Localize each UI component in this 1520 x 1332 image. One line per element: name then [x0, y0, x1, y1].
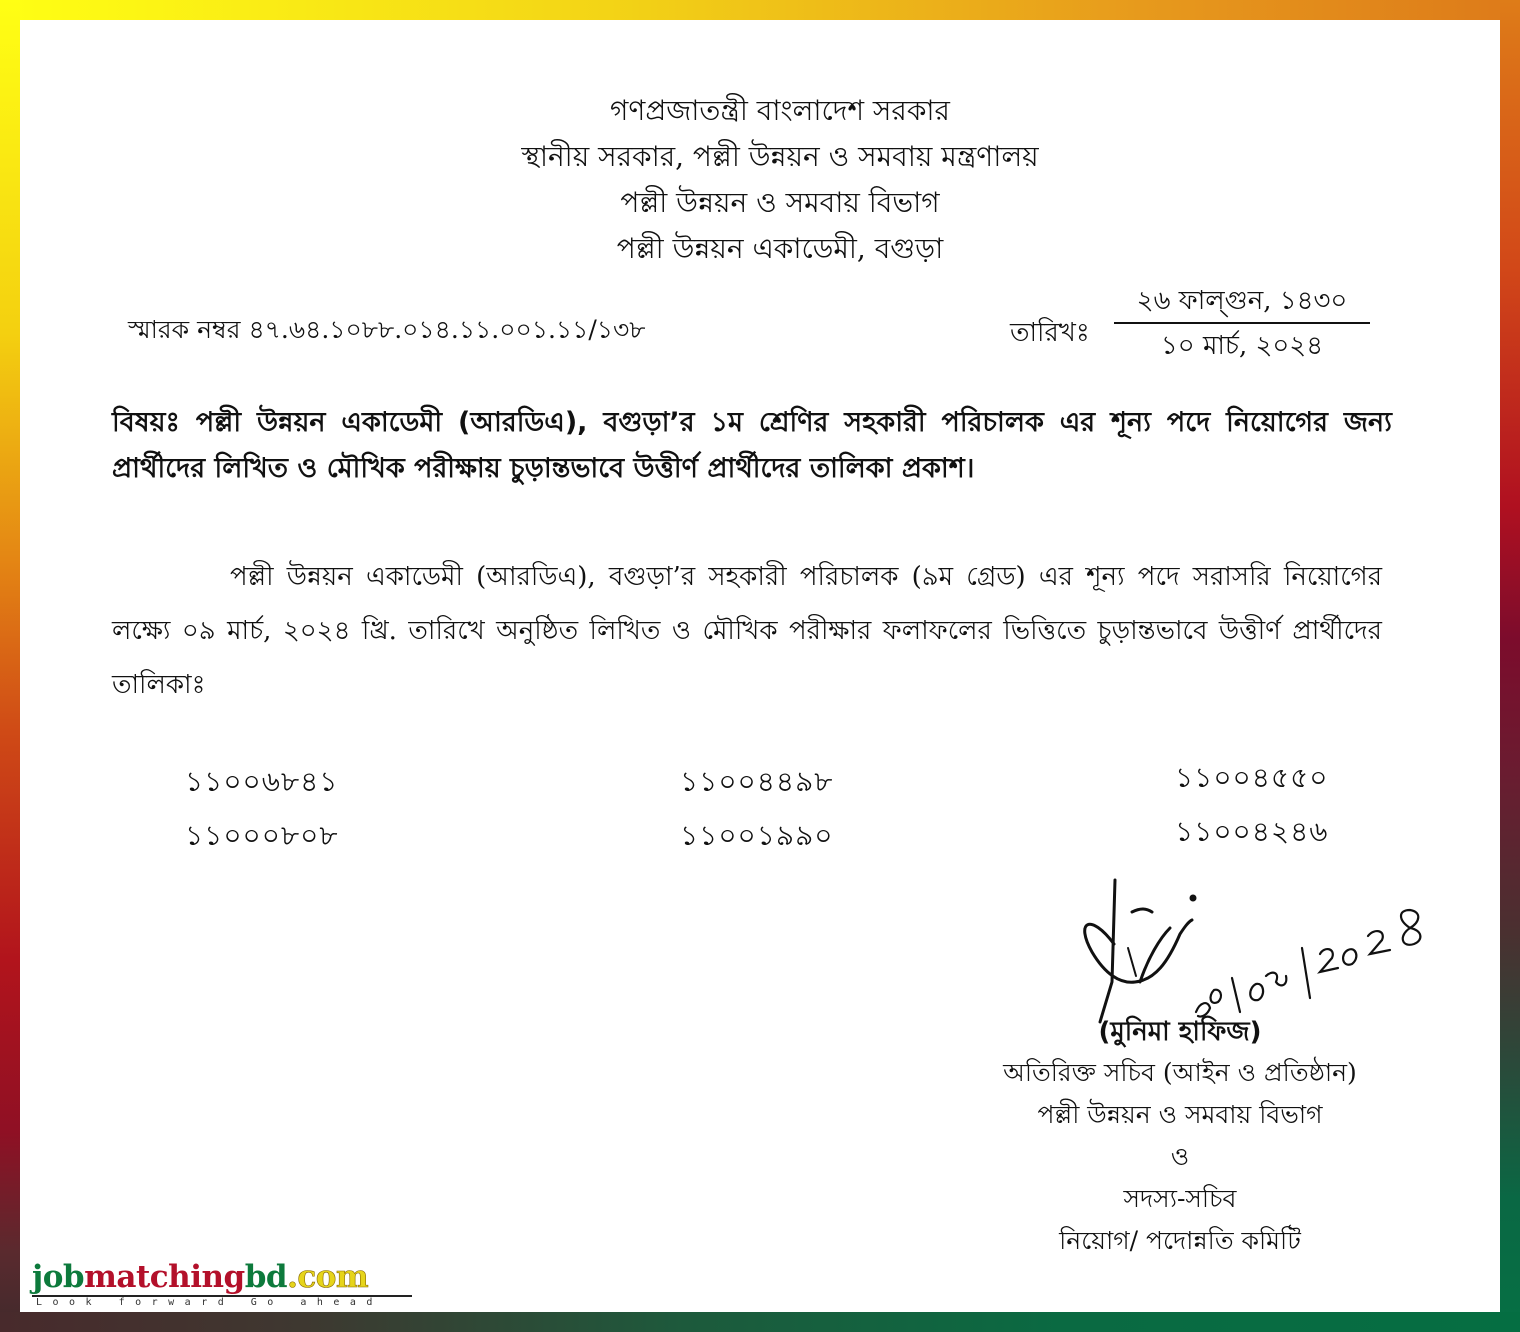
header-line-ministry: স্থানীয় সরকার, পল্লী উন্নয়ন ও সমবায় মন্ত্রণালয়	[521, 140, 1039, 173]
subject-line: বিষয়ঃ পল্লী উন্নয়ন একাডেমী (আরডিএ), বগুড়া’র ১ম শ্রেণির সহকারী পরিচালক এর শূন্য পদে নিয়োগের জন্য প্রার্থীদের লিখিত ও মৌখিক পরীক্ষায় চুড়ান্তভাবে উত্তীর্ণ প্রার্থীদের তালিকা প্রকাশ।	[112, 407, 1392, 484]
signatory-name: (মুনিমা হাফিজ)	[1098, 1017, 1262, 1047]
date-fraction	[1114, 282, 1370, 364]
logo-part-job: job	[32, 1259, 85, 1295]
frame-border-top	[0, 0, 1520, 20]
roll-number: ১১০০৪২৪৬	[1175, 815, 1329, 848]
memo-label: স্মারক নম্বর	[128, 315, 241, 344]
roll-number: ১১০০৪৫৫০	[1175, 761, 1329, 794]
date-block	[1010, 282, 1390, 372]
date-bangla: ২৬ ফাল্গুন, ১৪৩০	[1114, 282, 1370, 324]
frame-border-right	[1500, 0, 1520, 1332]
logo-part-com: .com	[287, 1259, 369, 1295]
logo-wordmark	[32, 1260, 430, 1294]
roll-number: ১১০০১৯৯০	[680, 819, 834, 852]
jobmatchingbd-watermark-logo	[32, 1260, 430, 1310]
designation-line: অতিরিক্ত সচিব (আইন ও প্রতিষ্ঠান)	[1003, 1058, 1357, 1087]
designation-line: সদস্য-সচিব	[1123, 1184, 1237, 1213]
passed-candidates-list	[20, 760, 1500, 870]
body-paragraph: পল্লী উন্নয়ন একাডেমী (আরডিএ), বগুড়া’র সহকারী পরিচালক (৯ম গ্রেড) এর শূন্য পদে সরাসরি নিয়োগের লক্ষ্যে ০৯ মার্চ, ২০২৪ খ্রি. তারিখে অনুষ্ঠিত লিখিত ও মৌখিক পরীক্ষার ফলাফলের ভিত্তিতে চুড়ান্তভাবে উত্তীর্ণ প্রার্থীদের তালিকাঃ	[112, 562, 1382, 700]
memo-value: ৪৭.৬৪.১০৮৮.০১৪.১১.০০১.১১/১৩৮	[248, 315, 646, 344]
signatory-designation	[960, 1052, 1400, 1262]
notice-document	[20, 20, 1500, 1312]
handwritten-signature	[1080, 872, 1460, 1032]
header-line-government: গণপ্রজাতন্ত্রী বাংলাদেশ সরকার	[610, 94, 950, 127]
logo-tagline: Look forward Go ahead	[36, 1297, 383, 1308]
roll-number: ১১০০৬৮৪১	[185, 765, 339, 798]
date-gregorian: ১০ মার্চ, ২০২৪	[1160, 331, 1324, 361]
roll-number: ১১০০০৮০৮	[185, 819, 339, 852]
frame-border-bottom	[0, 1312, 1520, 1332]
government-header	[20, 88, 1500, 272]
designation-line: ও	[1170, 1142, 1190, 1171]
designation-line: পল্লী উন্নয়ন ও সমবায় বিভাগ	[1037, 1100, 1323, 1129]
date-label: তারিখঃ	[1010, 318, 1090, 348]
logo-part-bd: bd	[244, 1259, 288, 1295]
designation-line: নিয়োগ/ পদোন্নতি কমিটি	[1059, 1226, 1301, 1255]
header-line-academy: পল্লী উন্নয়ন একাডেমী, বগুড়া	[616, 232, 944, 265]
logo-part-matching: matching	[84, 1259, 245, 1295]
memo-number	[128, 310, 645, 353]
roll-number: ১১০০৪৪৯৮	[680, 765, 834, 798]
frame-border-left	[0, 0, 20, 1332]
header-line-division: পল্লী উন্নয়ন ও সমবায় বিভাগ	[620, 186, 940, 219]
